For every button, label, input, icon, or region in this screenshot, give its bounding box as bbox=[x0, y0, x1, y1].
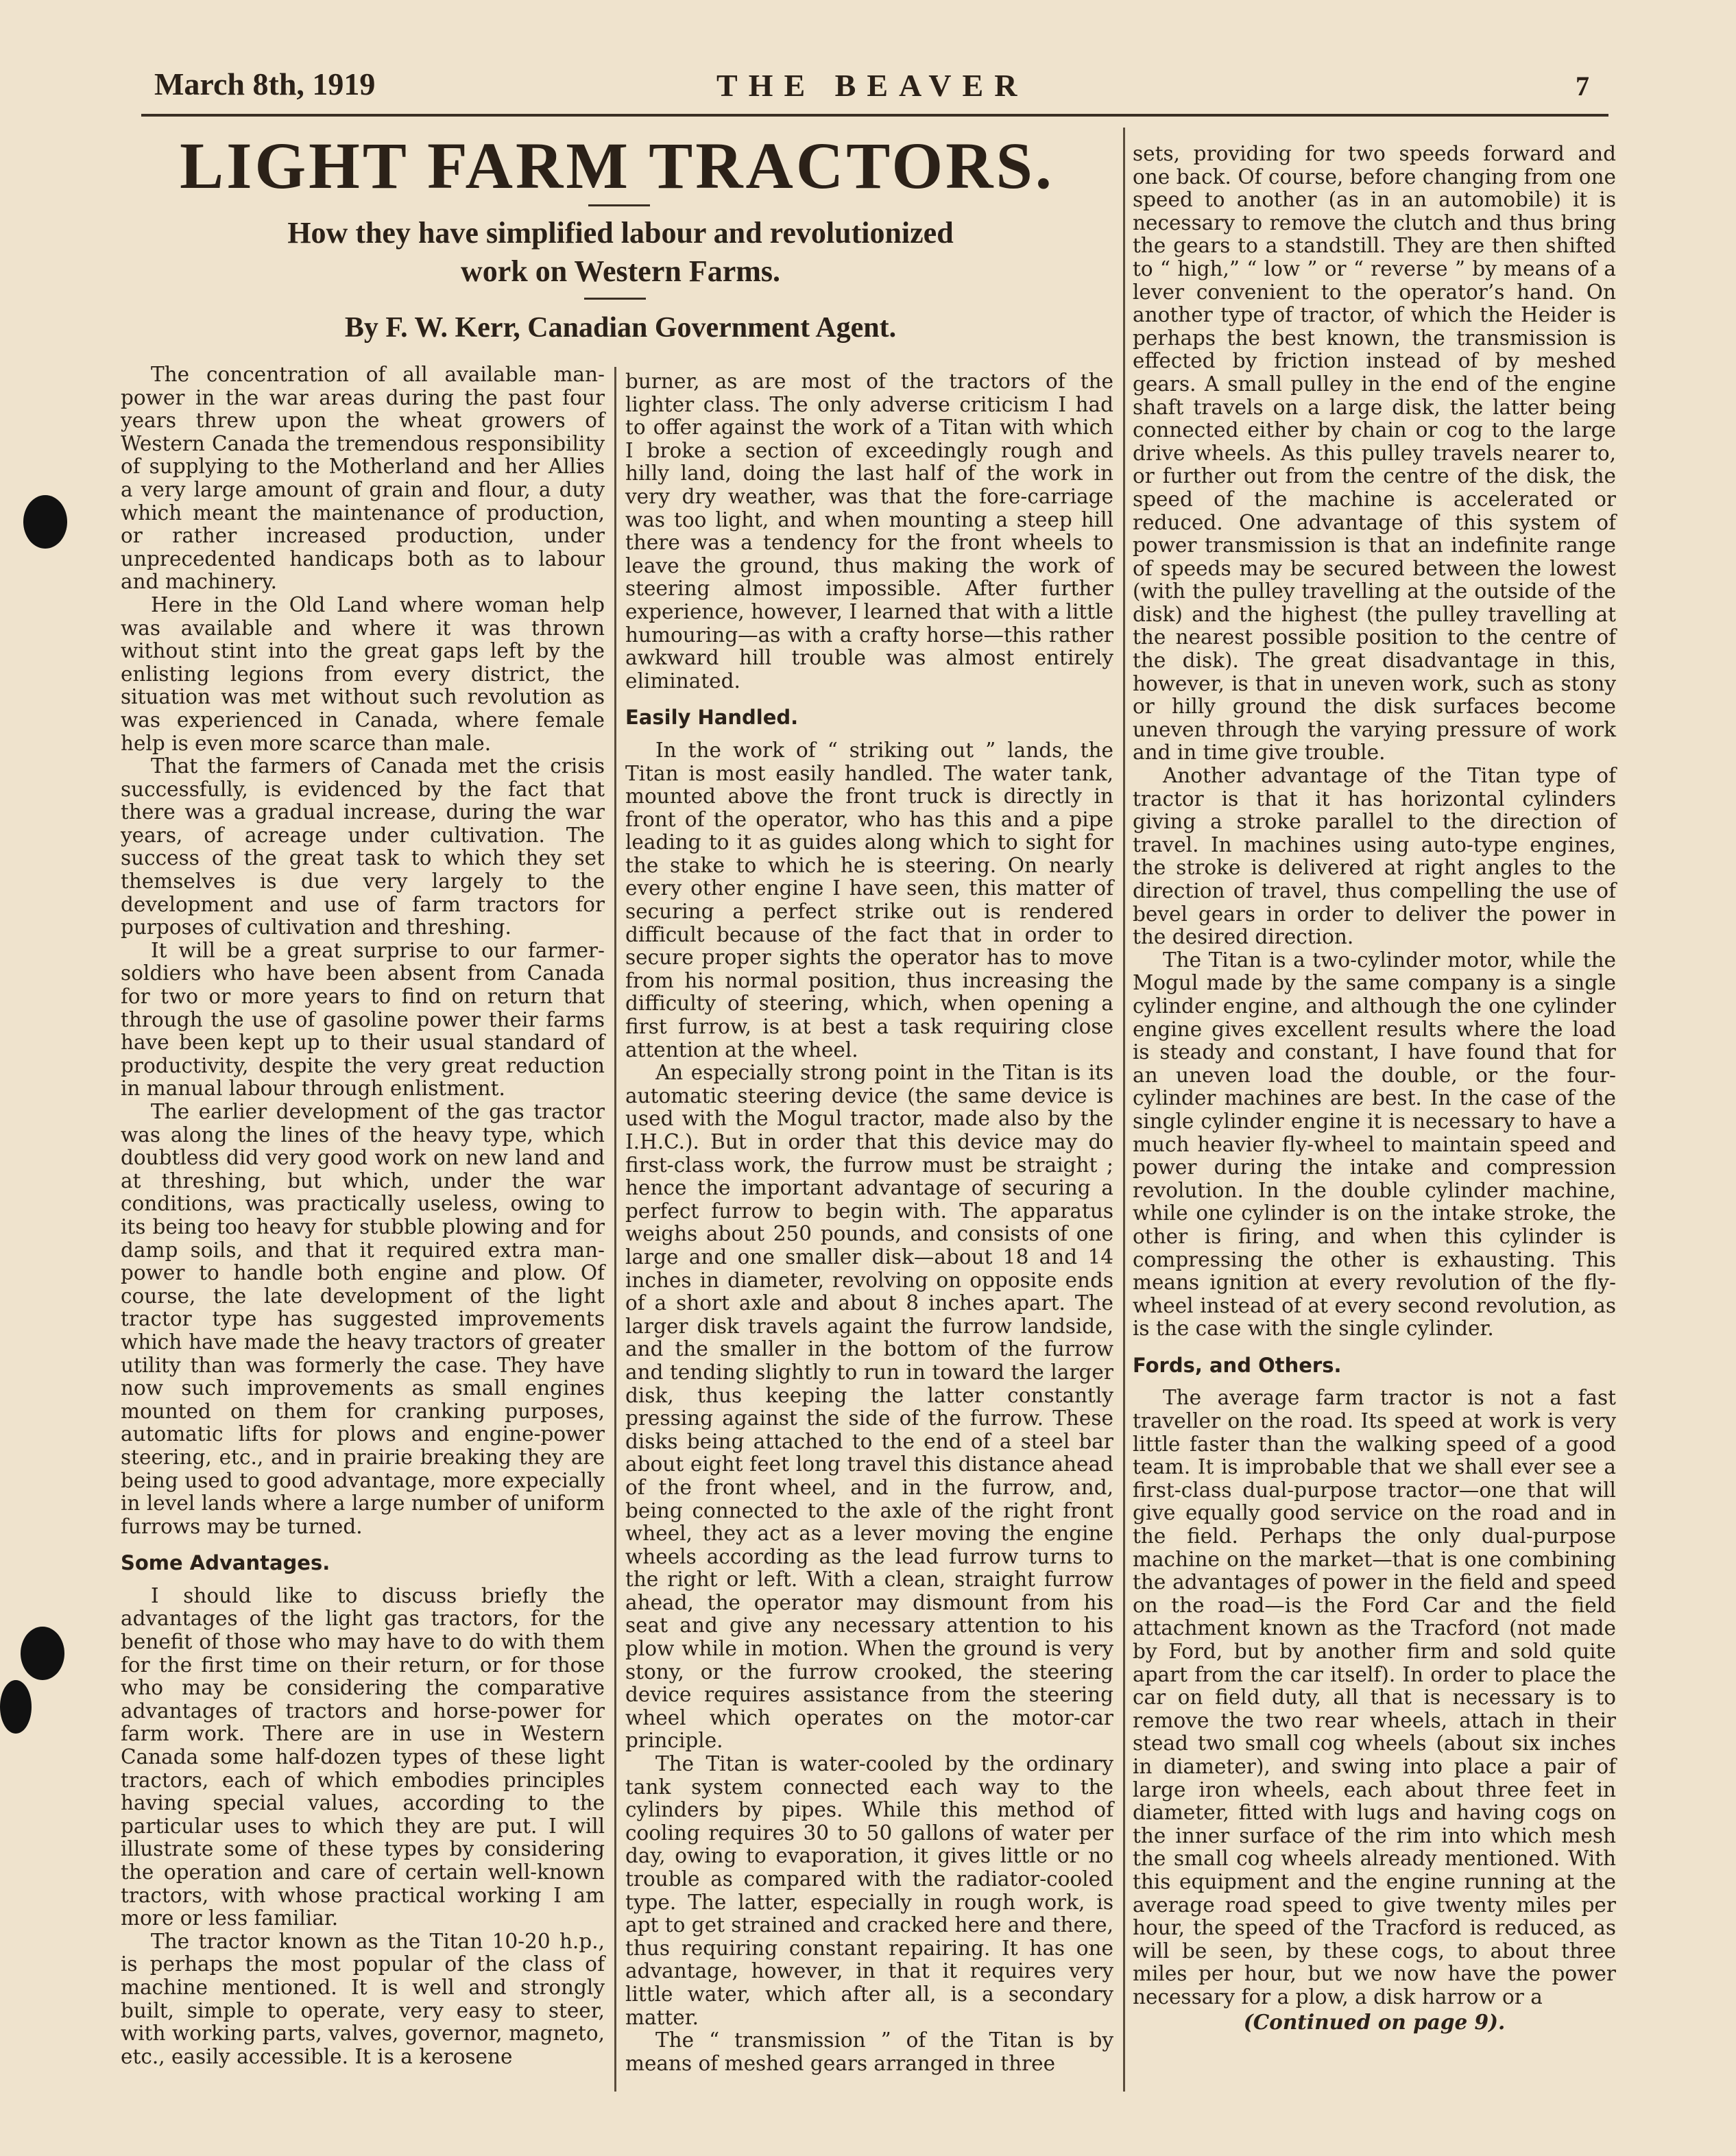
article-byline: By F. W. Kerr, Canadian Government Agent. bbox=[344, 312, 897, 344]
title-divider bbox=[588, 204, 650, 206]
binding-hole bbox=[21, 1627, 64, 1680]
paragraph: The “ transmission ” of the Titan is by means of meshed gears arranged in three bbox=[625, 2028, 1113, 2075]
paragraph: The tractor known as the Titan 10-20 h.p., is perhaps the most popular of the class of machine mentioned. It is well and strongly built, simple to operate, very easy to steer, with working parts, valves, governor, magneto, etc., easily accessible. It is a kerosene bbox=[121, 1929, 605, 2068]
paragraph: The concentration of all available man-power in the war areas during the past four years threw upon the wheat growers of Western Canada the tremendous responsibility of supplying to the Motherland and her Allies a very large amount of grain and flour, a duty which meant the maintenance of production, or rather increased production, under unprecedented handicaps both as to labour and machinery. bbox=[121, 363, 605, 594]
running-head bbox=[0, 60, 1736, 115]
article-subtitle bbox=[185, 214, 1056, 291]
article-column-2 bbox=[625, 370, 1113, 2075]
paragraph: The Titan is a two-cylinder motor, while the Mogul made by the same company is a single cylinder engine, and although the one cylinder engine gives excellent results where the load is steady and constant, I have found that for an uneven load the double, or the four-cylinder machines are best. In the case of the single cylinder engine it is necessary to have a much heavier fly-wheel to maintain speed and power during the intake and compression revolution. In the double cylinder machine, while one cylinder is on the intake stroke, the other is firing, and when this cylinder is compressing the other is exhausting. This means ignition at every revolution of the fly-wheel instead of at every second revolution, as is the case with the single cylinder. bbox=[1133, 948, 1616, 1341]
paragraph: I should like to discuss briefly the advantages of the light gas tractors, for the benefit of those who may have to do with them for the first time on their return, or for those who may be considering the comparative advantages of tractors and horse-power for farm work. There are in use in Western Canada some half-dozen types of these light tractors, each of which embodies principles having special values, according to the particular uses to which they are put. I will illustrate some of these types by considering the operation and care of certain well-known tractors, with whose practical working I am more or less familiar. bbox=[121, 1583, 605, 1930]
paragraph: sets, providing for two speeds forward and one back. Of course, before changing from one speed to another (as in an automobile) it is necessary to remove the clutch and thus bring the gears to a standstill. They are then shifted to “ high,” “ low ” or “ reverse ” by means of a lever convenient to the operator’s hand. On another type of tractor, of which the Heider is perhaps the best known, the transmission is effected by friction instead of by meshed gears. A small pulley in the end of the engine shaft travels on a large disk, the latter being connected either by chain or cog to the large drive wheels. As this pulley travels nearer to, or further out from the centre of the disk, the speed of the machine is accelerated or reduced. One advantage of this system of power transmission is that an indefinite range of speeds may be secured between the lowest (with the pulley travelling at the outside of the disk) and the highest (the pulley travelling at the nearest possible position to the centre of the disk). The great disadvantage in this, however, is that in uneven work, such as stony or hilly ground the disk surfaces become uneven through the varying pressure of work and in time give trouble. bbox=[1133, 142, 1616, 765]
paragraph: Another advantage of the Titan type of tractor is that it has horizontal cylinders giving a stroke parallel to the direction of travel. In machines using auto-type engines, the stroke is delivered at right angles to the direction of travel, thus compelling the use of bevel gears in order to deliver the power in the desired direction. bbox=[1133, 764, 1616, 949]
column-rule-2 bbox=[1123, 128, 1125, 2092]
paragraph: Here in the Old Land where woman help was available and where it was thrown without stint into the great gaps left by the enlisting legions from every district, the situation was met without such revolution as was experienced in Canada, where female help is even more scarce than male. bbox=[121, 592, 605, 755]
section-heading: Fords, and Others. bbox=[1133, 1353, 1342, 1377]
paragraph: It will be a great surprise to our farmer-soldiers who have been absent from Canada for two or more years to find on return that through the use of gasoline power their farms have been kept up to their usual standard of productivity, despite the very great reduction in manual labour through enlistment. bbox=[121, 938, 605, 1101]
paragraph: burner, as are most of the tractors of the lighter class. The only adverse criticism I had to offer against the work of a Titan with which I broke a section of exceedingly rough and hilly land, doing the last half of the work in very dry weather, was that the fore-carriage was too light, and when mounting a steep hill there was a tendency for the front wheels to leave the ground, thus making the work of steering almost impossible. After further experience, however, I learned that with a little humouring—as with a crafty horse—this rather awkward hill trouble was almost entirely eliminated. bbox=[625, 370, 1113, 693]
subtitle-line-2: work on Western Farms. bbox=[460, 254, 781, 288]
section-heading: Some Advantages. bbox=[121, 1551, 330, 1575]
paragraph: The Titan is water-cooled by the ordinary tank system connected each way to the cylinders by pipes. While this method of cooling requires 30 to 50 gallons of water per day, owing to evaporation, it gives little or no trouble as compared with the radiator-cooled type. The latter, especially in rough work, is apt to get strained and cracked here and there, thus requiring constant repairing. It has one advantage, however, in that it requires very little water, which after all, is a secondary matter. bbox=[625, 1752, 1113, 2029]
subtitle-divider bbox=[584, 298, 646, 300]
subtitle-line-1: How they have simplified labour and revolutionized bbox=[287, 216, 954, 250]
paragraph: That the farmers of Canada met the crisis successfully, is evidenced by the fact that there was a gradual increase, during the war years, of acreage under cultivation. The success of the great task to which they set themselves is due very largely to the development and use of farm tractors for purposes of cultivation and threshing. bbox=[121, 754, 605, 939]
binding-hole bbox=[0, 1680, 32, 1734]
binding-hole bbox=[23, 495, 67, 549]
continued-note: (Continued on page 9). bbox=[1243, 2009, 1506, 2034]
section-heading: Easily Handled. bbox=[625, 706, 799, 730]
article-column-1 bbox=[121, 363, 605, 2068]
publication-title: THE BEAVER bbox=[716, 68, 1028, 103]
paragraph: The earlier development of the gas tractor was along the lines of the heavy type, which doubtless did very good work on new land and at threshing, but which, under the war conditions, was practically useless, owing to its being too heavy for stubble plowing and for damp soils, and that it required extra man-power to handle both engine and plow. Of course, the late development of the light tractor type has suggested improvements which have made the heavy tractors of greater utility than was formerly the case. They have now such improvements as small engines mounted on them for cranking purposes, automatic lifts for plows and engine-power steering, etc., and in prairie breaking they are being used to good advantage, more expecially in level lands where a large number of uniform furrows may be turned. bbox=[121, 1100, 605, 1538]
article-title: LIGHT FARM TRACTORS. bbox=[180, 129, 1054, 202]
paragraph: In the work of “ striking out ” lands, the Titan is most easily handled. The water tank, mounted above the front truck is directly in front of the operator, who has this and a pipe leading to it as guides along which to sight for the stake to which he is steering. On nearly every other engine I have seen, this matter of securing a perfect strike out is rendered difficult because of the fact that in order to secure proper sights the operator has to move from his normal position, thus increasing the difficulty of steering, which, when opening a first furrow, is at best a task requiring close attention at the wheel. bbox=[625, 738, 1113, 1062]
article-column-3 bbox=[1133, 143, 1616, 2033]
paragraph: The average farm tractor is not a fast traveller on the road. Its speed at work is very little faster than the walking speed of a good team. It is improbable that we shall ever see a first-class dual-purpose tractor—one that will give equally good service on the road and in the field. Perhaps the only dual-purpose machine on the market—that is one combining the advantages of power in the field and speed on the road—is the Ford Car and the field attachment known as the Tracford (not made by Ford, but by another firm and sold quite apart from the car itself). In order to place the car on field duty, all that is necessary is to remove the two rear wheels, attach in their stead two small cog wheels (about six inches in diameter), and swing into place a pair of large iron wheels, each about three feet in diameter, fitted with lugs and having cogs on the inner surface of the rim into which mesh the small cog wheels already mentioned. With this equipment and the engine running at the average road speed to give twenty miles per hour, the speed of the Tracford is reduced, as will be seen, by these cogs, to about three miles per hour, but we now have the power necessary for a plow, a disk harrow or a bbox=[1133, 1386, 1616, 2009]
header-rule bbox=[141, 114, 1608, 117]
issue-date: March 8th, 1919 bbox=[154, 67, 376, 101]
column-rule-1 bbox=[614, 367, 616, 2092]
paragraph: An especially strong point in the Titan is its automatic steering device (the same device is used with the Mogul tractor, made also by the I.H.C.). But in order that this device may do first-class work, the furrow must be straight ; hence the important advantage of securing a perfect furrow to begin with. The apparatus weighs about 250 pounds, and consists of one large and one smaller disk—about 18 and 14 inches in diameter, revolving on opposite ends of a short axle and about 8 inches apart. The larger disk travels againt the furrow landside, and the smaller in the bottom of the furrow and tending slightly to run in toward the larger disk, thus keeping the latter constantly pressing against the side of the furrow. These disks being attached to the end of a steel bar about eight feet long travel this distance ahead of the front wheel, and in the furrow, and, being connected to the axle of the right front wheel, they act as a lever moving the engine wheels according as the lead furrow turns to the right or left. With a clean, straight furrow ahead, the operator may dismount from his seat and give any necessary attention to his plow while in motion. When the ground is very stony, or the furrow crooked, the steering device requires assistance from the steering wheel which operates on the motor-car principle. bbox=[625, 1061, 1113, 1753]
page-number: 7 bbox=[1576, 71, 1589, 101]
